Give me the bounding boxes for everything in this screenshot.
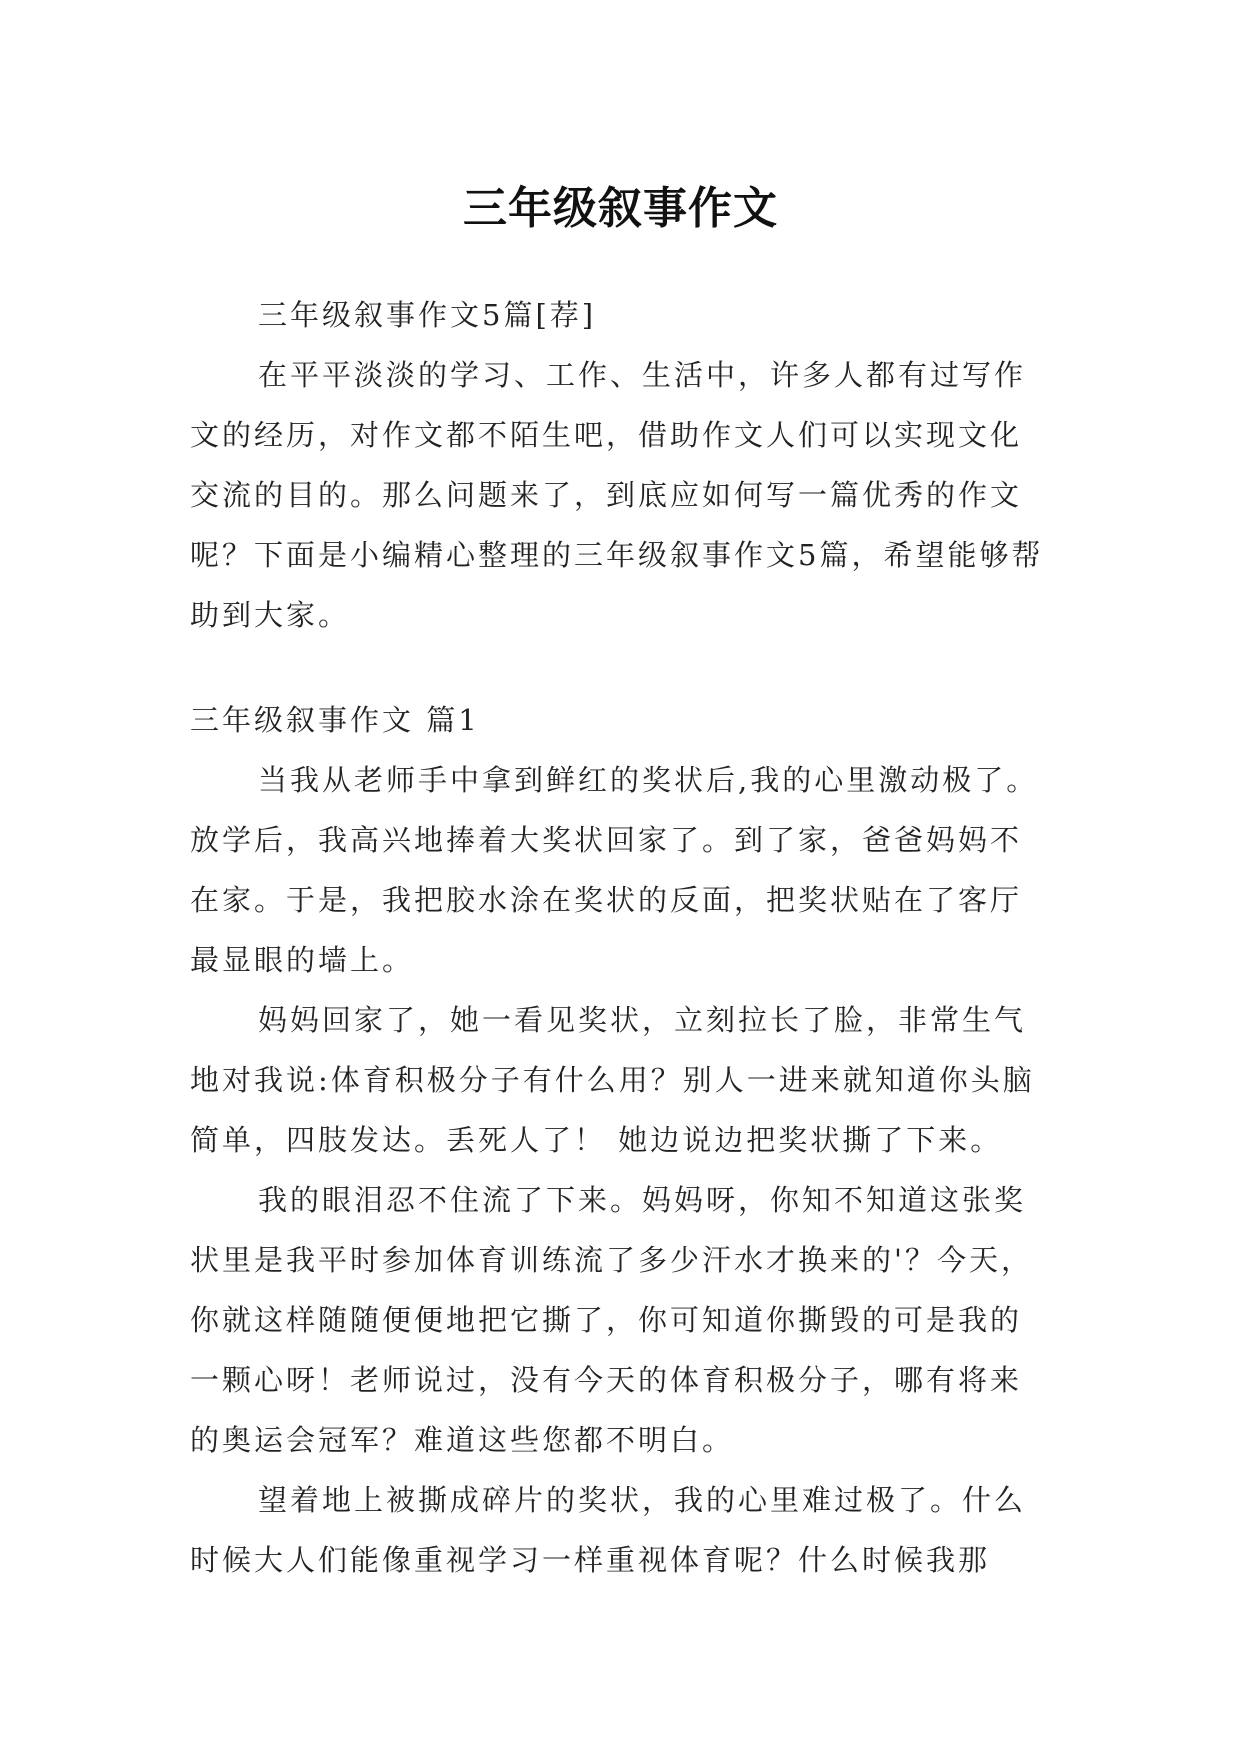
paragraph: 当我从老师手中拿到鲜红的奖状后,我的心里激动极了。放学后，我高兴地捧着大奖状回家了。到了家，爸爸妈妈不在家。于是，我把胶水涂在奖状的反面，把奖状贴在了客厅最显眼的墙上。 [190, 763, 1039, 977]
subtitle: 三年级叙事作文5篇[荐] [258, 298, 597, 332]
document-title: 三年级叙事作文 [463, 183, 778, 235]
paragraph: 我的眼泪忍不住流了下来。妈妈呀，你知不知道这张奖状里是我平时参加体育训练流了多少汗水才换来的'？今天，你就这样随随便便地把它撕了，你可知道你撕毁的可是我的一颗心呀！老师说过，没有今天的体育积极分子，哪有将来的奥运会冠军？难道这些您都不明白。 [190, 1183, 1033, 1457]
paragraph: 望着地上被撕成碎片的奖状，我的心里难过极了。什么时候大人们能像重视学习一样重视体育呢？什么时候我那 [190, 1483, 1027, 1577]
paragraph: 妈妈回家了，她一看见奖状，立刻拉长了脸，非常生气地对我说:体育积极分子有什么用？别人一进来就知道你头脑简单，四肢发达。丢死人了！ 她边说边把奖状撕了下来。 [190, 1003, 1035, 1157]
section-heading: 三年级叙事作文 篇1 [190, 703, 480, 737]
intro-paragraph: 在平平淡淡的学习、工作、生活中，许多人都有过写作文的经历，对作文都不陌生吧，借助作文人们可以实现文化交流的目的。那么问题来了，到底应如何写一篇优秀的作文呢？下面是小编精心整理的三年级叙事作文5篇，希望能够帮助到大家。 [190, 358, 1044, 632]
essay-section-1 [190, 690, 1050, 1590]
intro-section [190, 285, 1050, 645]
